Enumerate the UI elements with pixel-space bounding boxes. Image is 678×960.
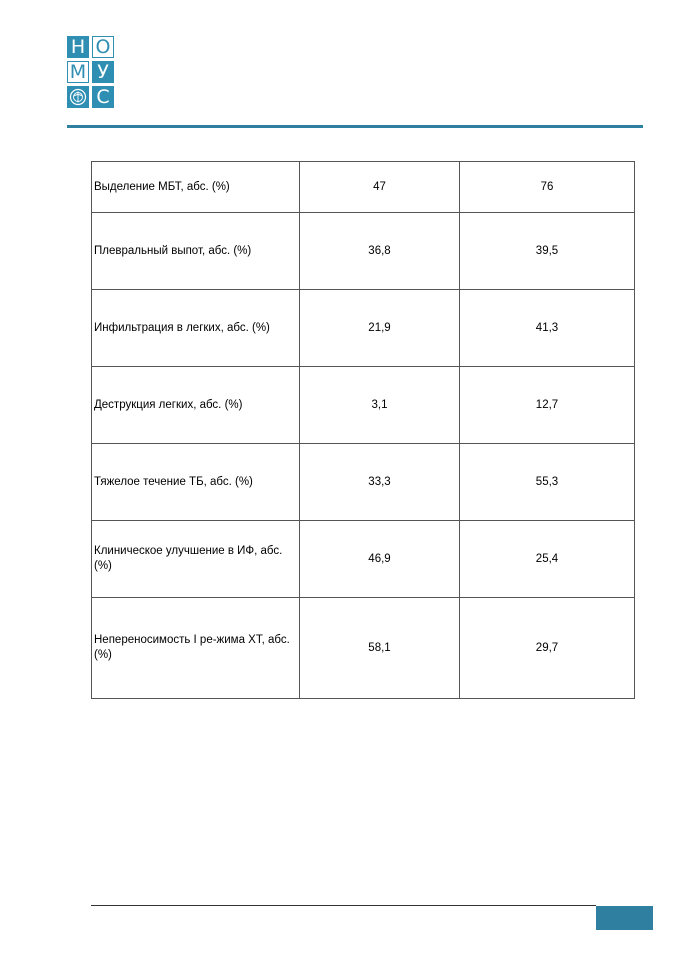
row-value-2: 76 [460,162,635,213]
footer-rule [91,905,596,906]
row-value-1: 58,1 [300,598,460,699]
header-rule [67,125,643,128]
logo-letter-s: С [92,86,114,108]
row-value-1: 3,1 [300,367,460,444]
row-value-2: 25,4 [460,521,635,598]
logo-letter-u: У [92,61,114,83]
row-value-2: 12,7 [460,367,635,444]
row-label: Тяжелое течение ТБ, абс. (%) [92,444,300,521]
row-value-1: 46,9 [300,521,460,598]
row-label: Выделение МБТ, абс. (%) [92,162,300,213]
logo-emblem-icon [67,86,89,108]
table-row [92,290,635,367]
row-value-1: 36,8 [300,213,460,290]
footer-page-block [596,906,653,930]
row-value-2: 55,3 [460,444,635,521]
table-row [92,598,635,699]
emblem-icon [69,88,87,106]
logo-letter-m: М [67,61,89,83]
nomus-logo [67,36,114,108]
row-label: Непереносимость I ре-жима ХТ, абс. (%) [92,598,300,699]
row-label: Плевральный выпот, абс. (%) [92,213,300,290]
table-row [92,521,635,598]
row-label: Инфильтрация в легких, абс. (%) [92,290,300,367]
row-value-1: 21,9 [300,290,460,367]
row-value-1: 33,3 [300,444,460,521]
logo-letter-o: О [92,36,114,58]
table-row [92,213,635,290]
row-value-1: 47 [300,162,460,213]
table-row [92,162,635,213]
row-label: Деструкция легких, абс. (%) [92,367,300,444]
row-value-2: 39,5 [460,213,635,290]
data-table [91,161,635,699]
table-row [92,367,635,444]
logo-letter-n: Н [67,36,89,58]
row-label: Клиническое улучшение в ИФ, абс. (%) [92,521,300,598]
table-row [92,444,635,521]
row-value-2: 29,7 [460,598,635,699]
row-value-2: 41,3 [460,290,635,367]
